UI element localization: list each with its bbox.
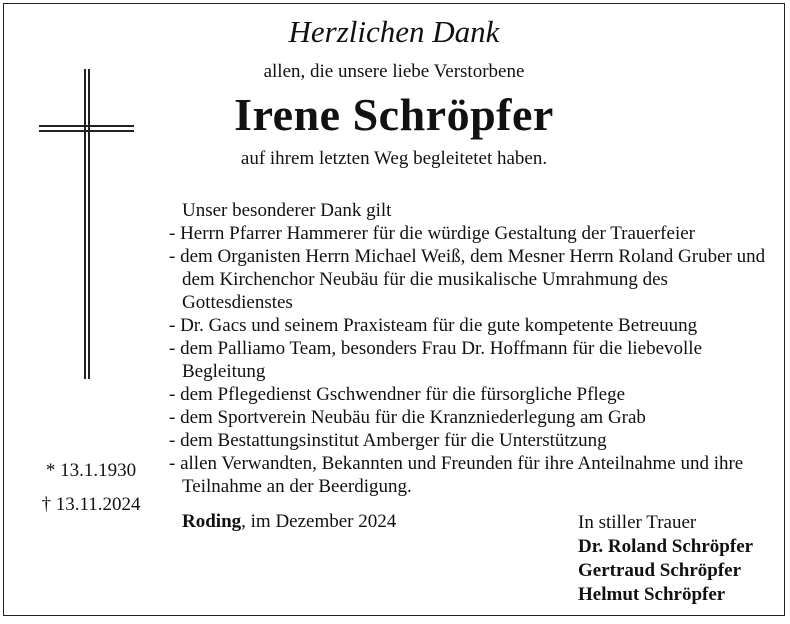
mourner-name: Gertraud Schröpfer — [578, 560, 742, 581]
thanks-item: - dem Pflegedienst Gschwendner für die fürsorgliche Pflege — [169, 383, 769, 406]
cross-icon — [4, 4, 164, 384]
place: Roding — [182, 511, 242, 532]
life-dates — [26, 459, 156, 527]
closing-line: auf ihrem letzten Weg begleitetet haben. — [240, 148, 548, 169]
thanks-item: - dem Organisten Herrn Michael Weiß, dem Mesner Herrn Roland Gruber und dem Kirchenchor Neubäu für die musikalische Umrahmung des Gottesdienstes — [169, 245, 769, 314]
date-text: , im Dezember 2024 — [241, 511, 397, 532]
mourner-name: Dr. Roland Schröpfer — [578, 536, 754, 557]
thanks-item: - dem Palliamo Team, besonders Frau Dr. Hoffmann für die liebevolle Begleitung — [169, 337, 769, 383]
mourners-block — [578, 511, 753, 607]
heading: Herzlichen Dank — [288, 14, 500, 49]
birth-date: * 13.1.1930 — [45, 460, 137, 481]
mourner-name: Helmut Schröpfer — [578, 584, 726, 605]
subline: allen, die unsere liebe Verstorbene — [263, 61, 525, 82]
mourning-label: In stiller Trauer — [578, 512, 697, 533]
thanks-intro: Unser besonderer Dank gilt — [182, 200, 392, 221]
thanks-item: - Herrn Pfarrer Hammerer für die würdige Gestaltung der Trauerfeier — [169, 222, 769, 245]
thanks-item: - dem Sportverein Neubäu für die Kranzniederlegung am Grab — [169, 406, 769, 429]
thanks-item: - Dr. Gacs und seinem Praxisteam für die gute kompetente Betreuung — [169, 314, 769, 337]
deceased-name: Irene Schröpfer — [234, 89, 554, 140]
thanks-item: - allen Verwandten, Bekannten und Freunden für ihre Anteilnahme und ihre Teilnahme an der Beerdigung. — [169, 452, 769, 498]
obituary-card — [3, 3, 785, 616]
place-and-date — [182, 511, 396, 533]
death-date: † 13.11.2024 — [41, 494, 141, 515]
thanks-section — [169, 199, 769, 498]
thanks-item: - dem Bestattungsinstitut Amberger für die Unterstützung — [169, 429, 769, 452]
